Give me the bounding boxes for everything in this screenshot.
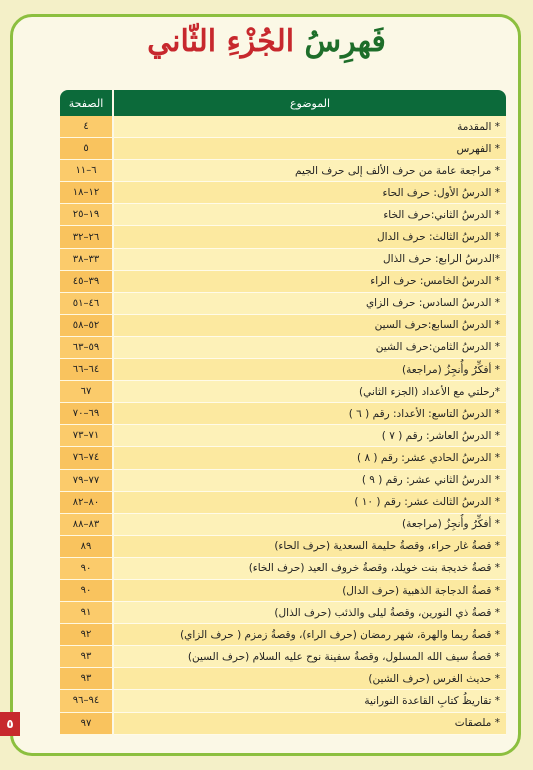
table-row <box>60 514 506 536</box>
row-topic: * الدرسُ الثاني:حرف الخاء <box>114 204 506 226</box>
table-row <box>60 293 506 315</box>
row-topic: * الدرسُ السادس: حرف الزاي <box>114 293 506 315</box>
row-page: ٩١ <box>60 602 112 624</box>
header-topic: الموضوع <box>114 90 506 116</box>
table-row <box>60 624 506 646</box>
row-page: ٨٠–٨٢ <box>60 492 112 514</box>
row-page: ٩٠ <box>60 558 112 580</box>
table-row <box>60 315 506 337</box>
header-page: الصفحة <box>60 90 112 116</box>
row-page: ٩٧ <box>60 713 112 735</box>
table-row <box>60 249 506 271</box>
row-topic: * الدرسُ العاشر: رقم ( ٧ ) <box>114 425 506 447</box>
row-page: ١٩–٢٥ <box>60 204 112 226</box>
row-topic: * الدرسُ الثالث عشر: رقم ( ١٠ ) <box>114 492 506 514</box>
row-page: ٥٢–٥٨ <box>60 315 112 337</box>
row-page: ٧٤–٧٦ <box>60 447 112 469</box>
row-page: ٤ <box>60 116 112 138</box>
table-row <box>60 271 506 293</box>
row-topic: * قصةُ الدجاجة الذهبية (حرف الدال) <box>114 580 506 602</box>
page-number: ٥ <box>0 712 20 736</box>
table-row <box>60 447 506 469</box>
table-row <box>60 160 506 182</box>
row-topic: * المقدمة <box>114 116 506 138</box>
row-page: ٦٤–٦٦ <box>60 359 112 381</box>
row-topic: * ملصقات <box>114 713 506 735</box>
table-row <box>60 646 506 668</box>
row-topic: * الدرسُ الخامس: حرف الراء <box>114 271 506 293</box>
row-page: ٦٩–٧٠ <box>60 403 112 425</box>
table-row <box>60 381 506 403</box>
table-row <box>60 138 506 160</box>
table-row <box>60 668 506 690</box>
row-topic: * قصةُ ذي النورين، وقصةُ ليلى والذئب (حرف الذال) <box>114 602 506 624</box>
row-page: ٩٠ <box>60 580 112 602</box>
table-row <box>60 536 506 558</box>
table-row <box>60 558 506 580</box>
row-page: ٩٤–٩٦ <box>60 690 112 712</box>
row-topic: * الدرسُ الثامن:حرف الشين <box>114 337 506 359</box>
row-topic: * مراجعة عامة من حرف الألف إلى حرف الجيم <box>114 160 506 182</box>
page-title <box>0 22 533 62</box>
row-page: ٢٦–٣٢ <box>60 226 112 248</box>
row-page: ٧٧–٧٩ <box>60 470 112 492</box>
row-page: ٨٩ <box>60 536 112 558</box>
row-topic: * الدرسُ التاسع: الأعداد: رقم ( ٦ ) <box>114 403 506 425</box>
row-page: ٥٩–٦٣ <box>60 337 112 359</box>
row-topic: *رحلتي مع الأعداد (الجزء الثاني) <box>114 381 506 403</box>
row-page: ٣٣–٣٨ <box>60 249 112 271</box>
row-page: ٥ <box>60 138 112 160</box>
table-row <box>60 204 506 226</box>
table-row <box>60 713 506 735</box>
row-page: ٨٣–٨٨ <box>60 514 112 536</box>
table-row <box>60 359 506 381</box>
row-page: ٦٧ <box>60 381 112 403</box>
table-row <box>60 470 506 492</box>
table-row <box>60 116 506 138</box>
title-word-part: الجُزْءِ الثّاني <box>147 24 295 59</box>
row-topic: * حديث الغرس (حرف الشين) <box>114 668 506 690</box>
row-topic: * الفهرس <box>114 138 506 160</box>
table-row <box>60 492 506 514</box>
row-topic: * الدرسُ الثاني عشر: رقم ( ٩ ) <box>114 470 506 492</box>
row-page: ٧١–٧٣ <box>60 425 112 447</box>
row-topic: * أفكِّرُ وأُنجِزُ (مراجعة) <box>114 359 506 381</box>
row-topic: * الدرسُ الأول: حرف الحاء <box>114 182 506 204</box>
row-topic: * تقاريظُ كتابِ القاعدة النورانية <box>114 690 506 712</box>
table-row <box>60 182 506 204</box>
table-row <box>60 403 506 425</box>
row-topic: *الدرسُ الرابع: حرف الذال <box>114 249 506 271</box>
row-page: ١٢–١٨ <box>60 182 112 204</box>
table-row <box>60 602 506 624</box>
table-row <box>60 337 506 359</box>
table-row <box>60 226 506 248</box>
table-body <box>60 116 506 735</box>
row-topic: * الدرسُ السابع:حرف السين <box>114 315 506 337</box>
table-row <box>60 690 506 712</box>
row-topic: * الدرسُ الحادي عشر: رقم ( ٨ ) <box>114 447 506 469</box>
table-header <box>60 90 506 116</box>
row-page: ٤٦–٥١ <box>60 293 112 315</box>
table-row <box>60 580 506 602</box>
row-topic: * قصةُ ريما والهرة، شهر رمضان (حرف الراء)، وقصةُ زمزم ( حرف الزاي) <box>114 624 506 646</box>
row-page: ٩٣ <box>60 668 112 690</box>
row-topic: * أفكِّرُ وأُنجِزُ (مراجعة) <box>114 514 506 536</box>
title-word-index: فَهرِسُ <box>304 24 386 59</box>
row-topic: * الدرسُ الثالث: حرف الدال <box>114 226 506 248</box>
row-topic: * قصةُ سيف الله المسلول، وقصةُ سفينة نوح عليه السلام (حرف السين) <box>114 646 506 668</box>
row-page: ٦–١١ <box>60 160 112 182</box>
row-page: ٩٢ <box>60 624 112 646</box>
row-page: ٩٣ <box>60 646 112 668</box>
row-topic: * قصةُ خديجة بنت خويلد، وقصةُ خروف العيد (حرف الخاء) <box>114 558 506 580</box>
row-page: ٣٩–٤٥ <box>60 271 112 293</box>
table-row <box>60 425 506 447</box>
row-topic: * قصةُ غار حراء، وقصةُ حليمة السعدية (حرف الحاء) <box>114 536 506 558</box>
index-table <box>60 90 506 735</box>
